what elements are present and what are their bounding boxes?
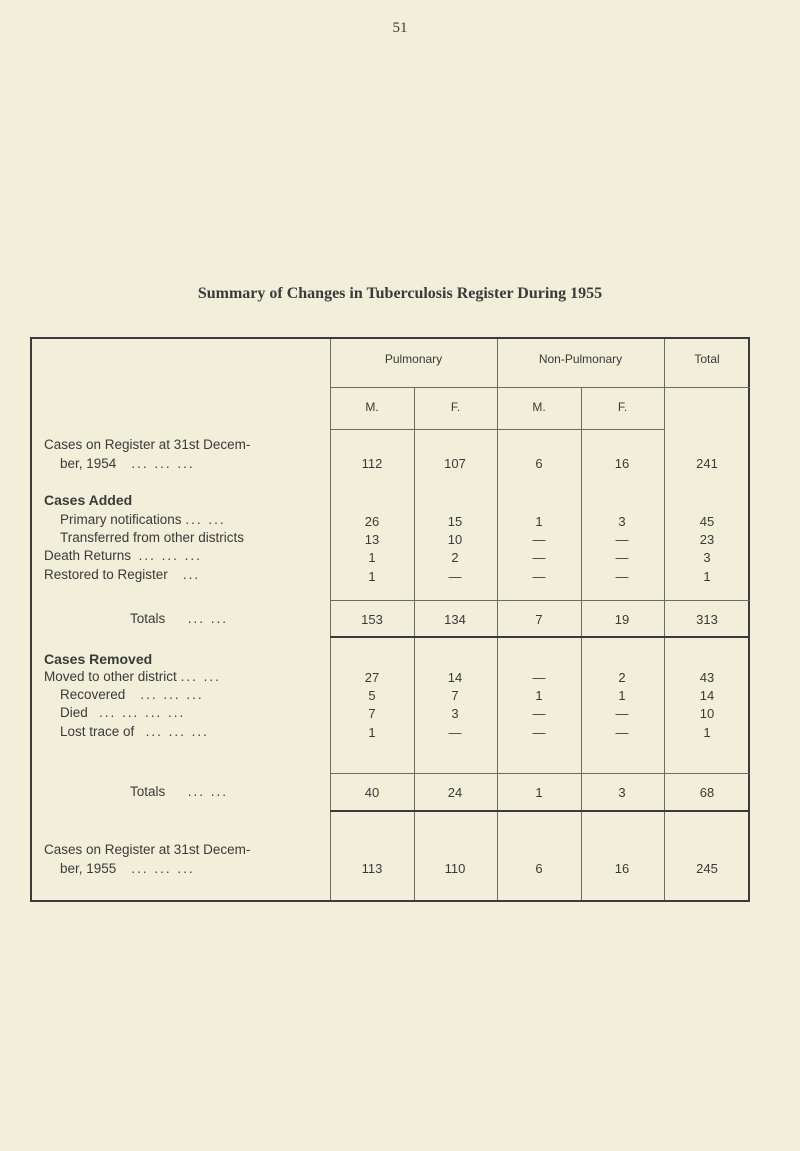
cell: — bbox=[448, 725, 462, 740]
cell: — bbox=[615, 569, 629, 584]
cell: 43 bbox=[699, 670, 715, 685]
cell: 26 bbox=[364, 514, 380, 529]
cell: 3 bbox=[618, 514, 626, 529]
cell: 16 bbox=[614, 456, 630, 471]
cell: 1 bbox=[703, 725, 711, 740]
cell: 13 bbox=[364, 532, 380, 547]
cell: 1 bbox=[368, 569, 376, 584]
header-total: Total bbox=[694, 352, 720, 366]
cell: 313 bbox=[696, 612, 718, 627]
row-label: Moved to other district ... ... bbox=[44, 669, 221, 684]
cell: 7 bbox=[451, 688, 459, 703]
row-label: Primary notifications ... ... bbox=[60, 512, 226, 527]
cell: 23 bbox=[699, 532, 715, 547]
page-number: 51 bbox=[392, 20, 408, 36]
cell: 24 bbox=[447, 785, 463, 800]
cell: 14 bbox=[447, 670, 463, 685]
cell: 14 bbox=[699, 688, 715, 703]
cell: — bbox=[532, 725, 546, 740]
row-label: Recovered ... ... ... bbox=[60, 687, 204, 702]
cell: 1 bbox=[535, 514, 543, 529]
cell: 2 bbox=[451, 550, 459, 565]
cell: 2 bbox=[618, 670, 626, 685]
table-title: Summary of Changes in Tuberculosis Register During 1955 bbox=[197, 285, 603, 302]
totals-rule-top bbox=[330, 600, 750, 601]
cell: 1 bbox=[535, 785, 543, 800]
cell: 6 bbox=[535, 456, 543, 471]
cell: 241 bbox=[696, 456, 718, 471]
cell: 7 bbox=[535, 612, 543, 627]
cell: 16 bbox=[614, 861, 630, 876]
row-label: ber, 1955 ... ... ... bbox=[60, 861, 195, 876]
cell: 45 bbox=[699, 514, 715, 529]
cell: — bbox=[615, 725, 629, 740]
cell: 1 bbox=[535, 688, 543, 703]
cell: 153 bbox=[361, 612, 383, 627]
cell: 245 bbox=[696, 861, 718, 876]
cell: 40 bbox=[364, 785, 380, 800]
section-heading: Cases Added bbox=[44, 492, 133, 508]
cell: 1 bbox=[703, 569, 711, 584]
cell: 1 bbox=[368, 725, 376, 740]
totals2-rule-top bbox=[330, 773, 750, 774]
cell: — bbox=[532, 532, 546, 547]
cell: 3 bbox=[703, 550, 711, 565]
cell: — bbox=[448, 569, 462, 584]
cell: 10 bbox=[447, 532, 463, 547]
cell: 3 bbox=[618, 785, 626, 800]
cell: — bbox=[615, 706, 629, 721]
cell: 134 bbox=[444, 612, 466, 627]
row-label: Cases on Register at 31st Decem- bbox=[44, 437, 251, 452]
row-label: Cases on Register at 31st Decem- bbox=[44, 842, 251, 857]
row-label: Lost trace of ... ... ... bbox=[60, 724, 209, 739]
col-line-pf bbox=[414, 387, 415, 900]
row-label-totals: Totals ... ... bbox=[130, 784, 229, 799]
col-line-total bbox=[664, 339, 665, 900]
cell: 68 bbox=[699, 785, 715, 800]
header-pulmonary: Pulmonary bbox=[384, 352, 443, 366]
cell: — bbox=[532, 569, 546, 584]
cell: 10 bbox=[699, 706, 715, 721]
header-pulmonary-f: F. bbox=[450, 400, 461, 414]
col-line-nf bbox=[581, 387, 582, 900]
totals2-rule-bottom bbox=[330, 810, 750, 812]
row-label: Died ... ... ... ... bbox=[60, 705, 186, 720]
cell: — bbox=[532, 670, 546, 685]
register-table bbox=[30, 337, 750, 902]
cell: 112 bbox=[361, 456, 383, 471]
totals-rule-bottom bbox=[330, 636, 750, 638]
header-rule-1 bbox=[330, 387, 750, 388]
row-label-totals: Totals ... ... bbox=[130, 611, 229, 626]
cell: 5 bbox=[368, 688, 376, 703]
header-rule-2 bbox=[330, 429, 664, 430]
cell: 7 bbox=[368, 706, 376, 721]
cell: 19 bbox=[614, 612, 630, 627]
header-pulmonary-m: M. bbox=[365, 400, 379, 414]
row-label: Death Returns ... ... ... bbox=[44, 548, 202, 563]
col-line-pulmonary bbox=[497, 339, 498, 900]
header-non-pulmonary-m: M. bbox=[532, 400, 546, 414]
col-line-label bbox=[330, 339, 331, 900]
cell: — bbox=[615, 532, 629, 547]
cell: 113 bbox=[361, 861, 383, 876]
cell: 3 bbox=[451, 706, 459, 721]
cell: 107 bbox=[444, 456, 466, 471]
cell: — bbox=[532, 706, 546, 721]
row-label: Restored to Register ... bbox=[44, 567, 201, 582]
row-label: ber, 1954 ... ... ... bbox=[60, 456, 195, 471]
cell: 1 bbox=[618, 688, 626, 703]
row-label: Transferred from other districts bbox=[60, 530, 245, 545]
cell: — bbox=[615, 550, 629, 565]
cell: 15 bbox=[447, 514, 463, 529]
cell: — bbox=[532, 550, 546, 565]
cell: 110 bbox=[444, 861, 466, 876]
header-non-pulmonary-f: F. bbox=[617, 400, 628, 414]
cell: 1 bbox=[368, 550, 376, 565]
cell: 6 bbox=[535, 861, 543, 876]
header-non-pulmonary: Non-Pulmonary bbox=[538, 352, 623, 366]
cell: 27 bbox=[364, 670, 380, 685]
section-heading: Cases Removed bbox=[44, 651, 153, 667]
